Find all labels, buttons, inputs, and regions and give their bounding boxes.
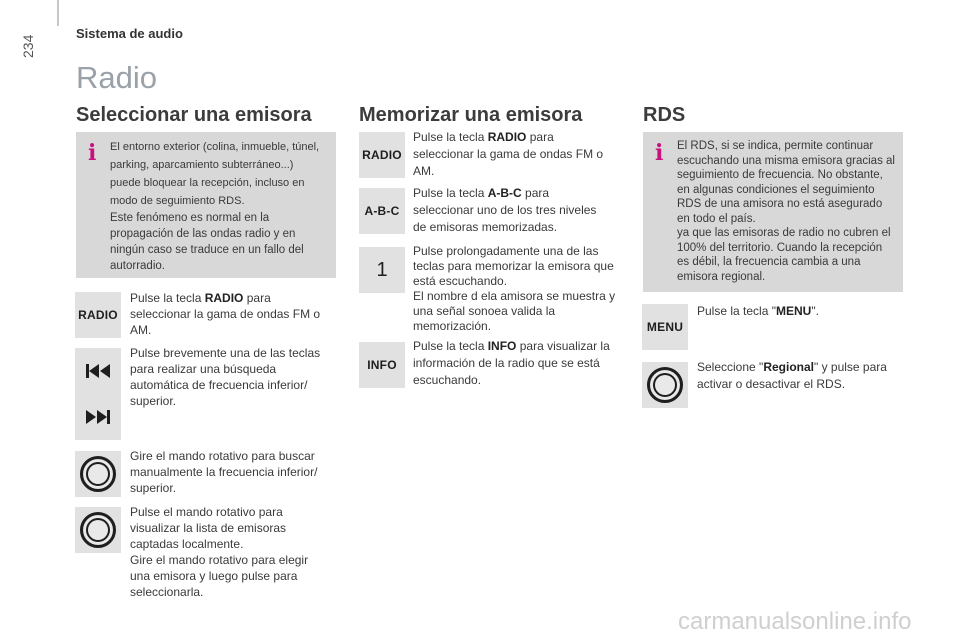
- info-paragraph: Este fenómeno es normal en la propagación de las ondas radio y en ningún caso se traduce en un fallo del autorradio.: [110, 212, 304, 272]
- seek-back-icon: [84, 363, 112, 379]
- rotary-knob-icon: [80, 456, 116, 492]
- press-description: Pulse el mando rotativo para visualizar la lista de emisoras captadas localmente. Gire el mando rotativo para elegir una emisora y luego pulse para seleccionarla.: [130, 505, 309, 599]
- seek-description: Pulse brevemente una de las teclas para realizar una búsqueda automática de frecuencia inferior/ superior.: [130, 346, 321, 408]
- info-box-reception: [76, 132, 336, 278]
- menu-button-label: MENU: [646, 320, 684, 334]
- menu-button: [642, 304, 688, 350]
- header-divider: [57, 0, 59, 26]
- info-paragraph: El entorno exterior (colina, inmueble, túnel, parking, aparcamiento subterráneo...) puede bloquear la recepción, incluso en modo de seguimiento RDS.: [110, 141, 320, 207]
- column-title-select-station: Seleccionar una emisora: [76, 104, 312, 126]
- radio-button-label: RADIO: [362, 148, 402, 162]
- seek-forward-icon: [84, 409, 112, 425]
- info-box-rds: [643, 132, 903, 292]
- radio-memorize-description: Pulse la tecla RADIO para seleccionar la gama de ondas FM o AM.: [413, 130, 604, 178]
- radio-description: Pulse la tecla RADIO para seleccionar la gama de ondas FM o AM.: [130, 291, 321, 337]
- info-icon: i: [655, 140, 664, 166]
- rotary-knob-icon: [647, 367, 683, 403]
- info-text: [110, 138, 326, 274]
- column-title-memorize-station: Memorizar una emisora: [359, 104, 583, 126]
- info-text: [677, 139, 895, 284]
- watermark: carmanualsonline.info: [678, 608, 912, 635]
- seek-back-button: [75, 348, 121, 394]
- menu-description: Pulse la tecla "MENU".: [697, 304, 819, 318]
- radio-button: [359, 132, 405, 178]
- info-paragraph: El RDS, si se indica, permite continuar escuchando una misma emisora gracias al seguimiento de frecuencia. No obstante, en algunas condiciones el seguimiento RDS de una amisora no está asegurado en todo el país.: [677, 140, 895, 225]
- preset-description: Pulse prolongadamente una de las teclas para memorizar la emisora que está escuchando. El nombre d ela amisora se muestra y una señal sonoea valida la memorización.: [413, 244, 616, 333]
- rotary-knob-icon: [80, 512, 116, 548]
- abc-button: [359, 188, 405, 234]
- abc-button-label: A-B-C: [364, 204, 400, 218]
- info-description: Pulse la tecla INFO para visualizar la información de la radio que se está escuchando.: [413, 339, 610, 387]
- info-icon: i: [88, 140, 97, 166]
- preset-1-label: 1: [376, 258, 388, 281]
- rotary-knob-turn: [75, 451, 121, 497]
- seek-forward-button: [75, 394, 121, 440]
- rotary-knob-press: [75, 507, 121, 553]
- info-paragraph: ya que las emisoras de radio no cubren el 100% del territorio. Cuando la recepción es débil, la frecuencia cambia a una emisora regional.: [677, 227, 891, 283]
- abc-description: Pulse la tecla A-B-C para seleccionar uno de los tres niveles de emisoras memorizadas.: [413, 186, 597, 234]
- section-title: Sistema de audio: [76, 26, 183, 41]
- regional-description: Seleccione "Regional" y pulse para activar o desactivar el RDS.: [697, 360, 887, 391]
- radio-button-label: RADIO: [78, 308, 118, 322]
- info-button-label: INFO: [367, 358, 397, 372]
- rotary-knob-rds: [642, 362, 688, 408]
- preset-1-button: [359, 247, 405, 293]
- page-number: 234: [20, 34, 36, 58]
- info-button: [359, 342, 405, 388]
- radio-button: [75, 292, 121, 338]
- page-title: Radio: [76, 60, 157, 95]
- column-title-rds: RDS: [643, 104, 686, 126]
- turn-description: Gire el mando rotativo para buscar manualmente la frecuencia inferior/ superior.: [130, 449, 318, 495]
